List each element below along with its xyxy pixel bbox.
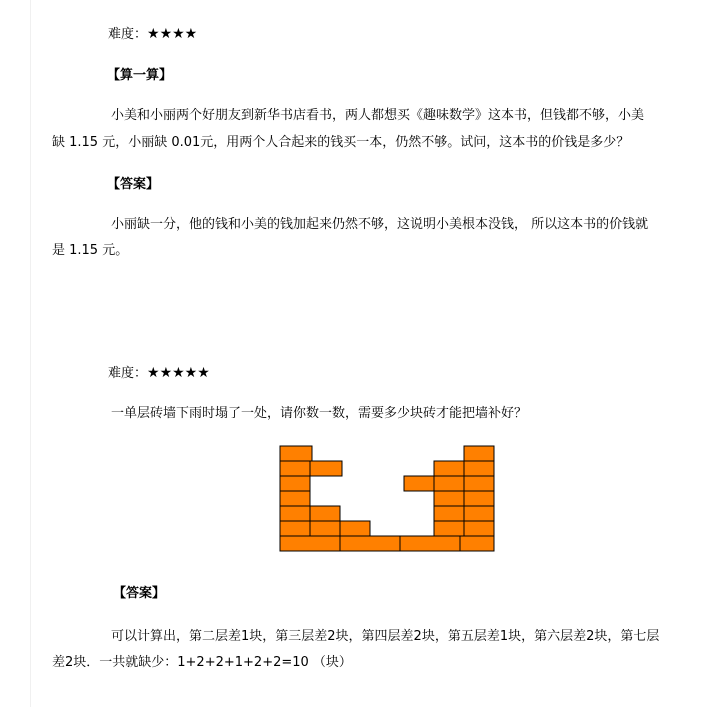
brick xyxy=(340,521,370,536)
brick-wall-figure xyxy=(278,444,498,554)
brick xyxy=(464,521,494,536)
brick xyxy=(434,506,464,521)
brick xyxy=(280,476,310,491)
answer-line-2: 是 1.15 元。 xyxy=(52,243,129,258)
answer-line-2: 差2块．一共就缺少：1+2+2+1+2+2=10 （块） xyxy=(52,655,352,670)
brick xyxy=(280,521,310,536)
brick xyxy=(404,476,434,491)
section-title: 【算一算】 xyxy=(107,68,173,83)
brick xyxy=(434,521,464,536)
brick xyxy=(280,461,310,476)
answer-title-2: 【答案】 xyxy=(113,586,166,601)
brick xyxy=(464,506,494,521)
question-line-2: 缺 1.15 元，小丽缺 0.01元，用两个人合起来的钱买一本，仍然不够。试问，这本书的价钱是多少？ xyxy=(52,135,630,150)
difficulty-stars: ★★★★ xyxy=(147,26,198,42)
brick xyxy=(310,461,342,476)
brick xyxy=(310,521,340,536)
difficulty-stars: ★★★★★ xyxy=(147,365,210,381)
brick xyxy=(464,491,494,506)
brick xyxy=(280,536,340,551)
brick xyxy=(434,491,464,506)
brick xyxy=(280,506,310,521)
difficulty-row-1 xyxy=(108,26,197,43)
question-text: 一单层砖墙下雨时塌了一处，请你数一数，需要多少块砖才能把墙补好？ xyxy=(111,406,528,421)
brick xyxy=(464,476,494,491)
brick xyxy=(434,461,464,476)
brick-group xyxy=(280,446,494,551)
question-line-1: 小美和小丽两个好朋友到新华书店看书，两人都想买《趣味数学》这本书，但钱都不够，小美 xyxy=(111,108,645,123)
brick xyxy=(280,491,310,506)
brick xyxy=(280,446,312,461)
brick xyxy=(400,536,460,551)
brick xyxy=(310,506,340,521)
answer-line-1: 小丽缺一分，他的钱和小美的钱加起来仍然不够，这说明小美根本没钱， 所以这本书的价钱就 xyxy=(111,217,649,232)
answer-line-1: 可以计算出，第二层差1块，第三层差2块，第四层差2块，第五层差1块，第六层差2块，第七层 xyxy=(111,629,660,644)
answer-title-1: 【答案】 xyxy=(107,177,160,192)
brick xyxy=(340,536,400,551)
brick xyxy=(464,446,494,461)
difficulty-label: 难度： xyxy=(108,366,148,381)
difficulty-label: 难度： xyxy=(108,27,148,42)
brick xyxy=(464,461,494,476)
brick xyxy=(434,476,464,491)
brick xyxy=(460,536,494,551)
difficulty-row-2 xyxy=(108,365,210,382)
